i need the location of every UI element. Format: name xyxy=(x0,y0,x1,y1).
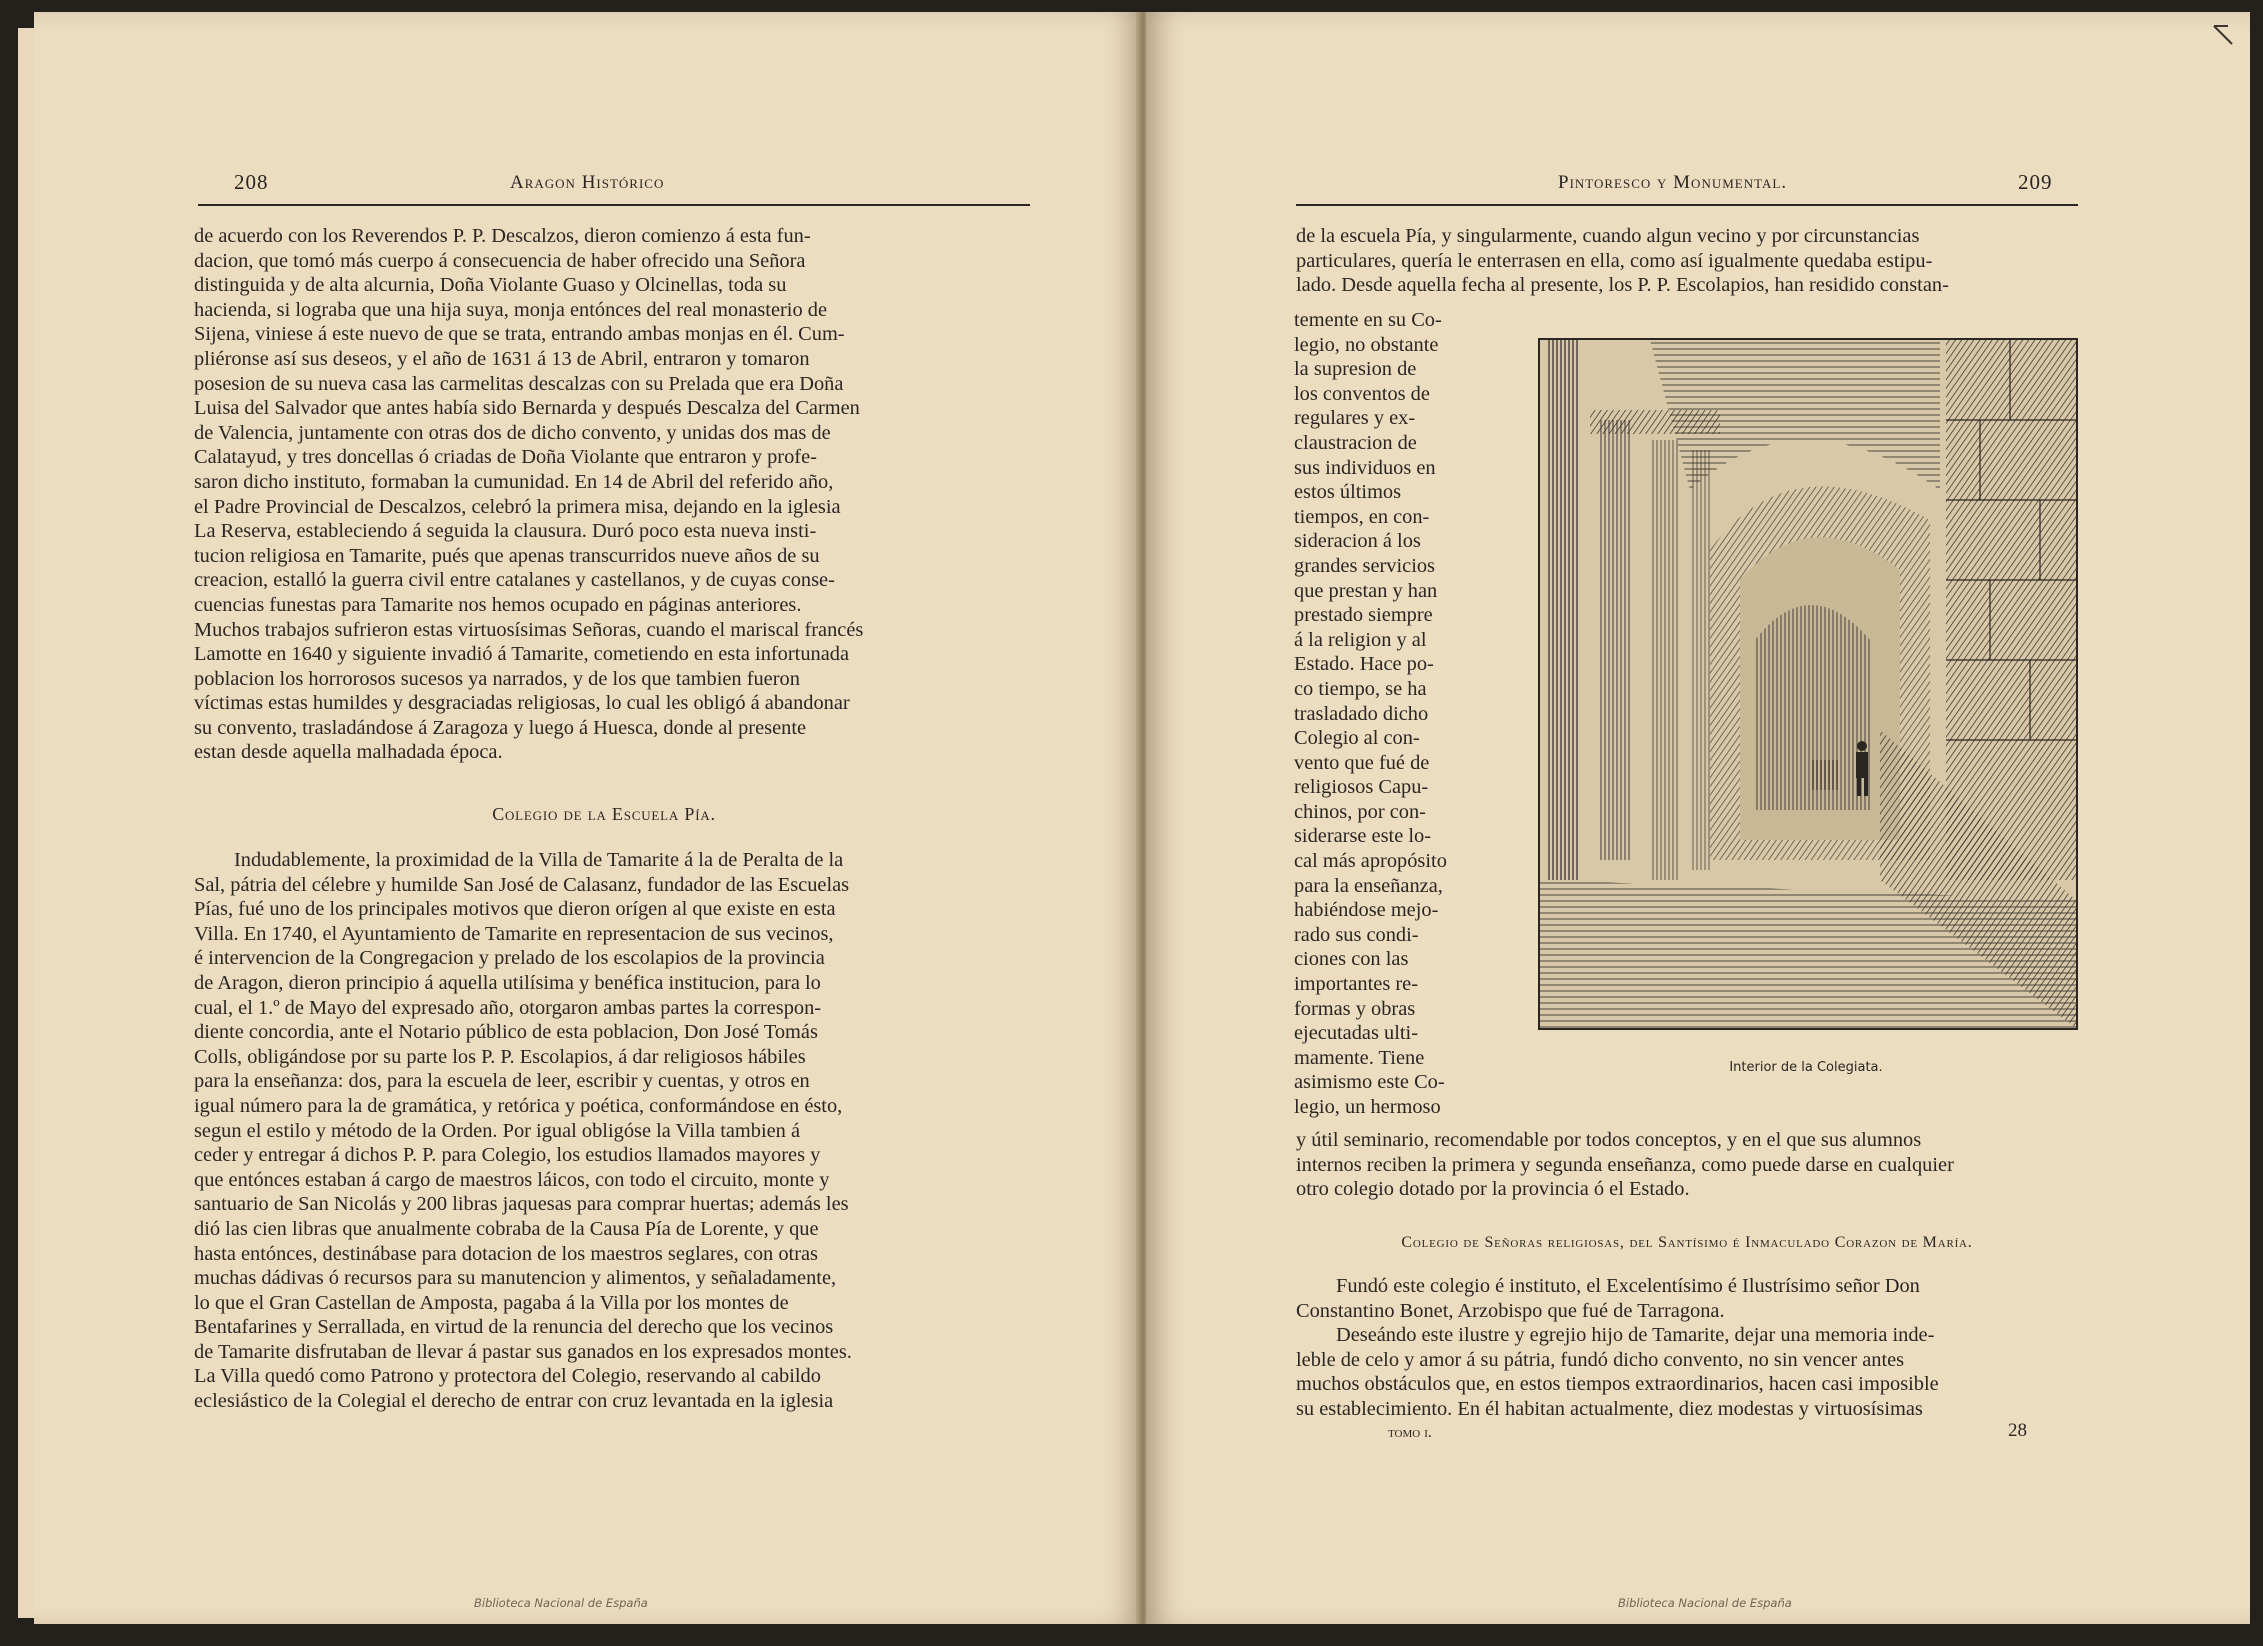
text-line: leble de celo y amor á su pátria, fundó dicho convento, no sin vencer antes xyxy=(1296,1348,1905,1371)
text-line: Colegio al con- xyxy=(1294,727,1420,750)
text-line: dacion, que tomó más cuerpo á consecuencia de haber ofrecido una Señora xyxy=(194,249,806,272)
text-line: cal más apropósito xyxy=(1294,850,1447,873)
text-line: siderarse este lo- xyxy=(1294,825,1432,848)
signature-mark: tomo i. xyxy=(1388,1424,1432,1441)
text-line: cual, el 1.º de Mayo del expresado año, otorgaron ambas partes la correspon- xyxy=(194,996,822,1019)
text-line: Pías, fué uno de los principales motivos que dieron orígen al que existe en esta xyxy=(194,898,836,921)
text-line: estan desde aquella malhadada época. xyxy=(194,741,503,764)
text-line: otro colegio dotado por la provincia ó el Estado. xyxy=(1296,1178,1690,1201)
text-line: Villa. En 1740, el Ayuntamiento de Tamarite en representacion de sus vecinos, xyxy=(194,922,834,945)
right-page xyxy=(1146,12,2250,1624)
text-line: vento que fué de xyxy=(1294,751,1430,774)
text-line: Lamotte en 1640 y siguiente invadió á Tamarite, cometiendo en esta infortunada xyxy=(194,643,850,666)
left-page xyxy=(34,12,1142,1624)
text-line: Sal, pátria del célebre y humilde San José de Calasanz, fundador de las Escuelas xyxy=(194,873,850,896)
text-line: hacienda, si lograba que una hija suya, monja entónces del real monasterio de xyxy=(194,298,828,321)
text-line: su establecimiento. En él habitan actualmente, diez modestas y virtuosísimas xyxy=(1296,1397,1923,1420)
text-line: saron dicho instituto, formaban la cumunidad. En 14 de Abril del referido año, xyxy=(194,470,834,493)
header-rule-left xyxy=(198,204,1030,206)
text-line: Deseándo este ilustre y egrejio hijo de Tamarite, dejar una memoria inde- xyxy=(1336,1324,1935,1347)
engraving-illustration xyxy=(1540,340,2076,1028)
running-title-left: Aragon Histórico xyxy=(510,172,665,193)
text-line: rado sus condi- xyxy=(1294,923,1419,946)
right-wrapped-text-column xyxy=(1294,308,1480,1120)
right-body-top xyxy=(1296,224,2078,298)
text-line: posesion de su nueva casa las carmelitas descalzas con su Prelada que era Doña xyxy=(194,372,844,395)
text-line: dió las cien libras que anualmente cobraba de la Causa Pía de Lorente, y que xyxy=(194,1217,819,1240)
text-line: legio, un hermoso xyxy=(1294,1096,1441,1118)
text-line: Muchos trabajos sufrieron estas virtuosísimas Señoras, cuando el mariscal francés xyxy=(194,618,864,641)
text-line: ceder y entregar á dichos P. P. para Colegio, los estudios llamados mayores y xyxy=(194,1144,821,1167)
text-line: tiempos, en con- xyxy=(1294,505,1430,528)
text-line: la supresion de xyxy=(1294,358,1417,381)
text-line: habiéndose mejo- xyxy=(1294,899,1439,922)
left-body-paragraph-1 xyxy=(194,224,1014,765)
text-line: para la enseñanza: dos, para la escuela de leer, escribir y cuentas, y otros en xyxy=(194,1070,810,1093)
text-line: grandes servicios xyxy=(1294,554,1435,577)
text-line: para la enseñanza, xyxy=(1294,874,1443,897)
text-line: legio, no obstante xyxy=(1294,333,1439,356)
text-line: igual número para la de gramática, y retórica y poética, conformándose en ésto, xyxy=(194,1094,843,1117)
text-line: Estado. Hace po- xyxy=(1294,653,1434,676)
text-line: de Valencia, juntamente con otras dos de dicho convento, y unidas dos mas de xyxy=(194,421,831,444)
page-number-left: 208 xyxy=(234,170,269,194)
text-line: temente en su Co- xyxy=(1294,309,1442,331)
text-line: que entónces estaban á cargo de maestros láicos, con todo el circuito, monte y xyxy=(194,1168,830,1191)
text-line: Luisa del Salvador que antes había sido Bernarda y después Descalza del Carmen xyxy=(194,397,860,420)
right-body-paragraph-a xyxy=(1296,1274,2078,1422)
running-title-right: Pintoresco y Monumental. xyxy=(1558,172,1788,193)
text-line: su convento, trasladándose á Zaragoza y luego á Huesca, donde al presente xyxy=(194,716,807,739)
text-line: Colls, obligándose por su parte los P. P. Escolapios, á dar religiosos hábiles xyxy=(194,1045,806,1068)
text-line: el Padre Provincial de Descalzos, celebró la primera misa, dejando en la iglesia xyxy=(194,495,841,518)
section-heading-escuela-pia: Colegio de la Escuela Pía. xyxy=(492,804,716,824)
text-line: trasladado dicho xyxy=(1294,702,1429,725)
text-line: Fundó este colegio é instituto, el Excelentísimo é Ilustrísimo señor Don xyxy=(1336,1275,1920,1297)
text-line: de la escuela Pía, y singularmente, cuando algun vecino y por circunstancias xyxy=(1296,225,1920,247)
text-line: poblacion los horrorosos sucesos ya narrados, y de los que tambien fueron xyxy=(194,667,800,690)
left-running-header xyxy=(34,170,1142,204)
text-line: eclesiástico de la Colegial el derecho de entrar con cruz levantada en la iglesia xyxy=(194,1390,834,1413)
page-number-right: 209 xyxy=(2018,170,2053,194)
text-line: diente concordia, ante el Notario público de esta poblacion, Don José Tomás xyxy=(194,1021,818,1044)
text-line: sus individuos en xyxy=(1294,456,1436,479)
text-line: segun el estilo y método de la Orden. Por igual obligóse la Villa tambien á xyxy=(194,1119,801,1142)
text-line: los conventos de xyxy=(1294,382,1430,405)
text-line: hasta entónces, destinábase para dotacion de los maestros seglares, con otras xyxy=(194,1242,818,1265)
text-line: Bentafarines y Serrallada, en virtud de la renuncia del derecho que los vecinos xyxy=(194,1316,834,1339)
text-line: ejecutadas ulti- xyxy=(1294,1022,1418,1045)
text-line: religiosos Capu- xyxy=(1294,776,1429,799)
text-line: estos últimos xyxy=(1294,481,1402,504)
text-line: é intervencion de la Congregacion y prelado de los escolapios de la provincia xyxy=(194,947,825,970)
corner-fold-icon xyxy=(2210,22,2236,48)
text-line: pliéronse así sus deseos, y el año de 1631 á 13 de Abril, entraron y tomaron xyxy=(194,347,810,370)
text-line: Indudablemente, la proximidad de la Villa de Tamarite á la de Peralta de la xyxy=(234,849,844,871)
text-line: sideracion á los xyxy=(1294,530,1421,553)
library-watermark-right: Biblioteca Nacional de España xyxy=(1618,1596,1792,1610)
text-line: de acuerdo con los Reverendos P. P. Descalzos, dieron comienzo á esta fun- xyxy=(194,225,811,247)
text-line: á la religion y al xyxy=(1294,628,1427,651)
text-line: ciones con las xyxy=(1294,948,1409,971)
text-line: regulares y ex- xyxy=(1294,407,1416,430)
text-line: Constantino Bonet, Arzobispo que fué de Tarragona. xyxy=(1296,1299,1725,1322)
text-line: formas y obras xyxy=(1294,997,1416,1020)
text-line: internos reciben la primera y segunda enseñanza, como puede darse en cualquier xyxy=(1296,1153,1954,1176)
text-line: importantes re- xyxy=(1294,973,1418,996)
text-line: distinguida y de alta alcurnia, Doña Violante Guaso y Olcinellas, toda su xyxy=(194,274,787,297)
text-line: La Reserva, estableciendo á seguida la clausura. Duró poco esta nueva insti- xyxy=(194,520,817,543)
signature-number: 28 xyxy=(2008,1420,2027,1441)
text-line: chinos, por con- xyxy=(1294,800,1426,823)
text-line: La Villa quedó como Patrono y protectora del Colegio, reservando al cabildo xyxy=(194,1365,821,1388)
text-line: de Aragon, dieron principio á aquella utilísima y benéfica institucion, para lo xyxy=(194,971,821,994)
text-line: co tiempo, se ha xyxy=(1294,677,1427,700)
text-line: prestado siempre xyxy=(1294,604,1433,627)
text-line: lado. Desde aquella fecha al presente, los P. P. Escolapios, han residido constan- xyxy=(1296,274,1949,297)
engraving-interior-colegiata xyxy=(1538,338,2078,1030)
figure-caption: Interior de la Colegiata. xyxy=(1729,1060,1883,1075)
text-line: santuario de San Nicolás y 200 libras jaquesas para comprar huertas; además les xyxy=(194,1193,849,1216)
library-watermark-left: Biblioteca Nacional de España xyxy=(474,1596,648,1610)
section-heading-senoras-religiosas: Colegio de Señoras religiosas, del Santísimo é Inmaculado Corazon de María. xyxy=(1401,1234,1973,1251)
header-rule-right xyxy=(1296,204,2078,206)
text-line: creacion, estalló la guerra civil entre catalanes y castellanos, y de cuyas conse- xyxy=(194,569,835,592)
text-line: que prestan y han xyxy=(1294,579,1438,602)
right-running-header xyxy=(1146,170,2250,204)
text-line: muchas dádivas ó recursos para su manutencion y alimentos, y señaladamente, xyxy=(194,1267,837,1290)
text-line: cuencias funestas para Tamarite nos hemos ocupado en páginas anteriores. xyxy=(194,593,802,616)
text-line: lo que el Gran Castellan de Amposta, pagaba á la Villa por los montes de xyxy=(194,1291,789,1314)
text-line: asimismo este Co- xyxy=(1294,1071,1445,1094)
text-line: Calatayud, y tres doncellas ó criadas de Doña Violante que entraron y profe- xyxy=(194,446,817,469)
text-line: víctimas estas humildes y desgraciadas religiosas, lo cual les obligó á abandonar xyxy=(194,692,850,715)
text-line: Sijena, viniese á este nuevo de que se trata, entrando ambas monjas en él. Cum- xyxy=(194,323,845,346)
text-line: claustracion de xyxy=(1294,431,1417,454)
text-line: mamente. Tiene xyxy=(1294,1046,1425,1069)
left-body-paragraph-2 xyxy=(194,848,1014,1414)
text-line: y útil seminario, recomendable por todos conceptos, y en el que sus alumnos xyxy=(1296,1129,1922,1151)
text-line: particulares, quería le enterrasen en ella, como así igualmente quedaba estipu- xyxy=(1296,249,1933,272)
right-body-after-figure xyxy=(1296,1128,2078,1202)
text-line: tucion religiosa en Tamarite, pués que apenas transcurridos nueve años de su xyxy=(194,544,820,567)
text-line: de Tamarite disfrutaban de llevar á pastar sus ganados en los expresados montes. xyxy=(194,1340,852,1363)
text-line: muchos obstáculos que, en estos tiempos extraordinarios, hacen casi imposible xyxy=(1296,1373,1939,1396)
